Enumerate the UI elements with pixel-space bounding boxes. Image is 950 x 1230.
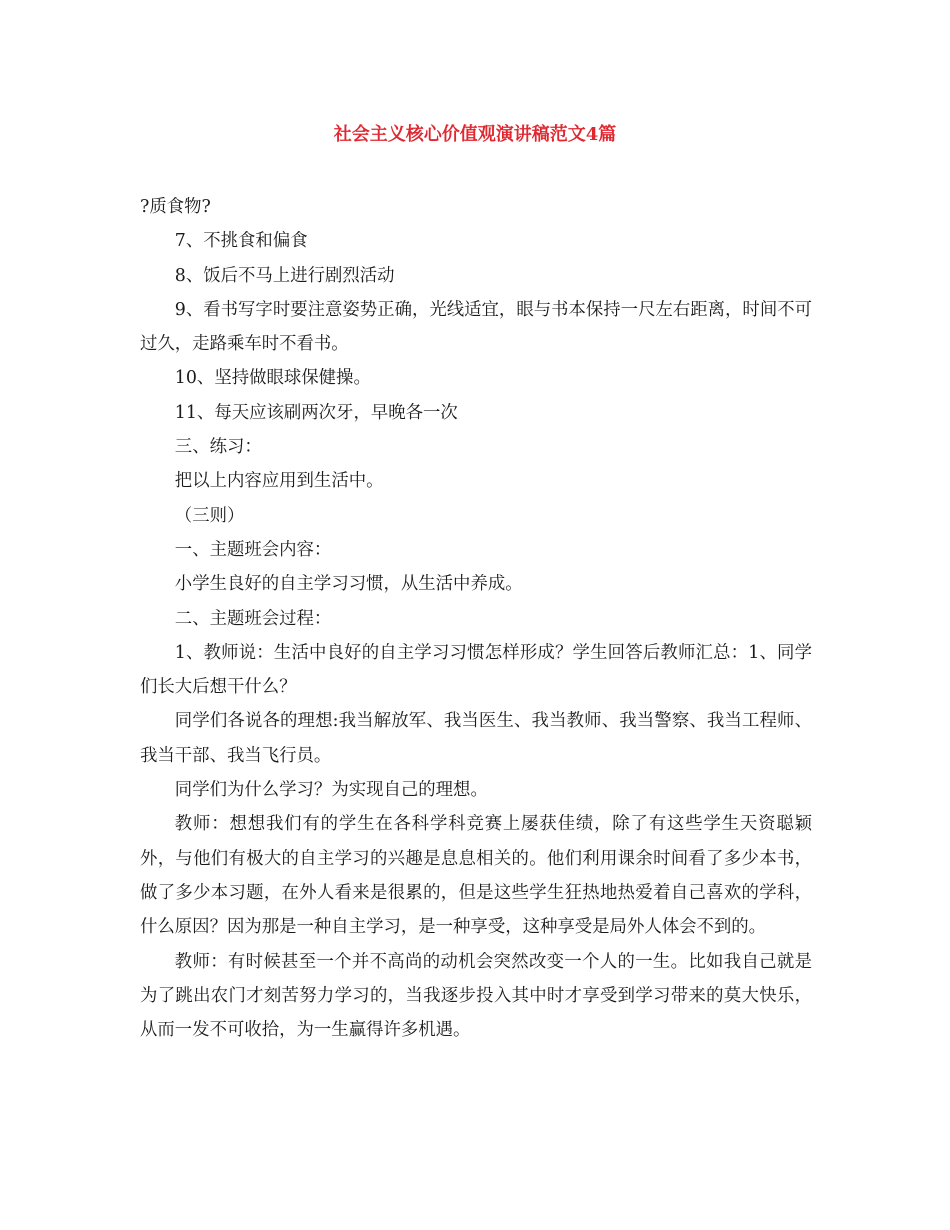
paragraph: 9、看书写字时要注意姿势正确，光线适宜，眼与书本保持一尺左右距离，时间不可过久，走路乘车时不看书。 <box>140 299 812 355</box>
document-body <box>140 190 812 1047</box>
paragraph: 7、不挑食和偏食 <box>174 231 308 252</box>
document-title: 社会主义核心价值观演讲稿范文4篇 <box>333 124 617 145</box>
paragraph: （三则） <box>174 505 245 526</box>
paragraph: 小学生良好的自主学习习惯，从生活中养成。 <box>174 574 523 595</box>
paragraph: 同学们为什么学习？为实现自己的理想。 <box>174 780 488 801</box>
paragraph: 教师：想想我们有的学生在各科学科竞赛上屡获佳绩，除了有这些学生天资聪颖外，与他们有极大的自主学习的兴趣是息息相关的。他们利用课余时间看了多少本书，做了多少本习题，在外人看来是很累的，但是这些学生狂热地热爱着自己喜欢的学科，什么原因？因为那是一种自主学习，是一种享受，这种享受是局外人体会不到的。 <box>140 814 812 938</box>
paragraph: 一、主题班会内容： <box>174 539 332 560</box>
paragraph: 10、坚持做眼球保健操。 <box>174 368 371 389</box>
paragraph: 1、教师说：生活中良好的自主学习习惯怎样形成？学生回答后教师汇总：1、同学们长大后想干什么？ <box>140 642 812 698</box>
paragraph: 二、主题班会过程： <box>174 608 332 629</box>
paragraph: 8、饭后不马上进行剧烈活动 <box>174 265 395 286</box>
paragraph: 11、每天应该刷两次牙，早晚各一次 <box>174 402 458 423</box>
paragraph: 把以上内容应用到生活中。 <box>174 471 384 492</box>
paragraph: ?质食物? <box>140 197 211 217</box>
paragraph: 三、练习： <box>174 437 262 458</box>
paragraph: 教师：有时候甚至一个并不高尚的动机会突然改变一个人的一生。比如我自己就是为了跳出农门才刻苦努力学习的，当我逐步投入其中时才享受到学习带来的莫大快乐，从而一发不可收拾，为一生赢得许多机遇。 <box>140 951 812 1041</box>
paragraph: 同学们各说各的理想:我当解放军、我当医生、我当教师、我当警察、我当工程师、我当干部、我当飞行员。 <box>140 711 812 766</box>
